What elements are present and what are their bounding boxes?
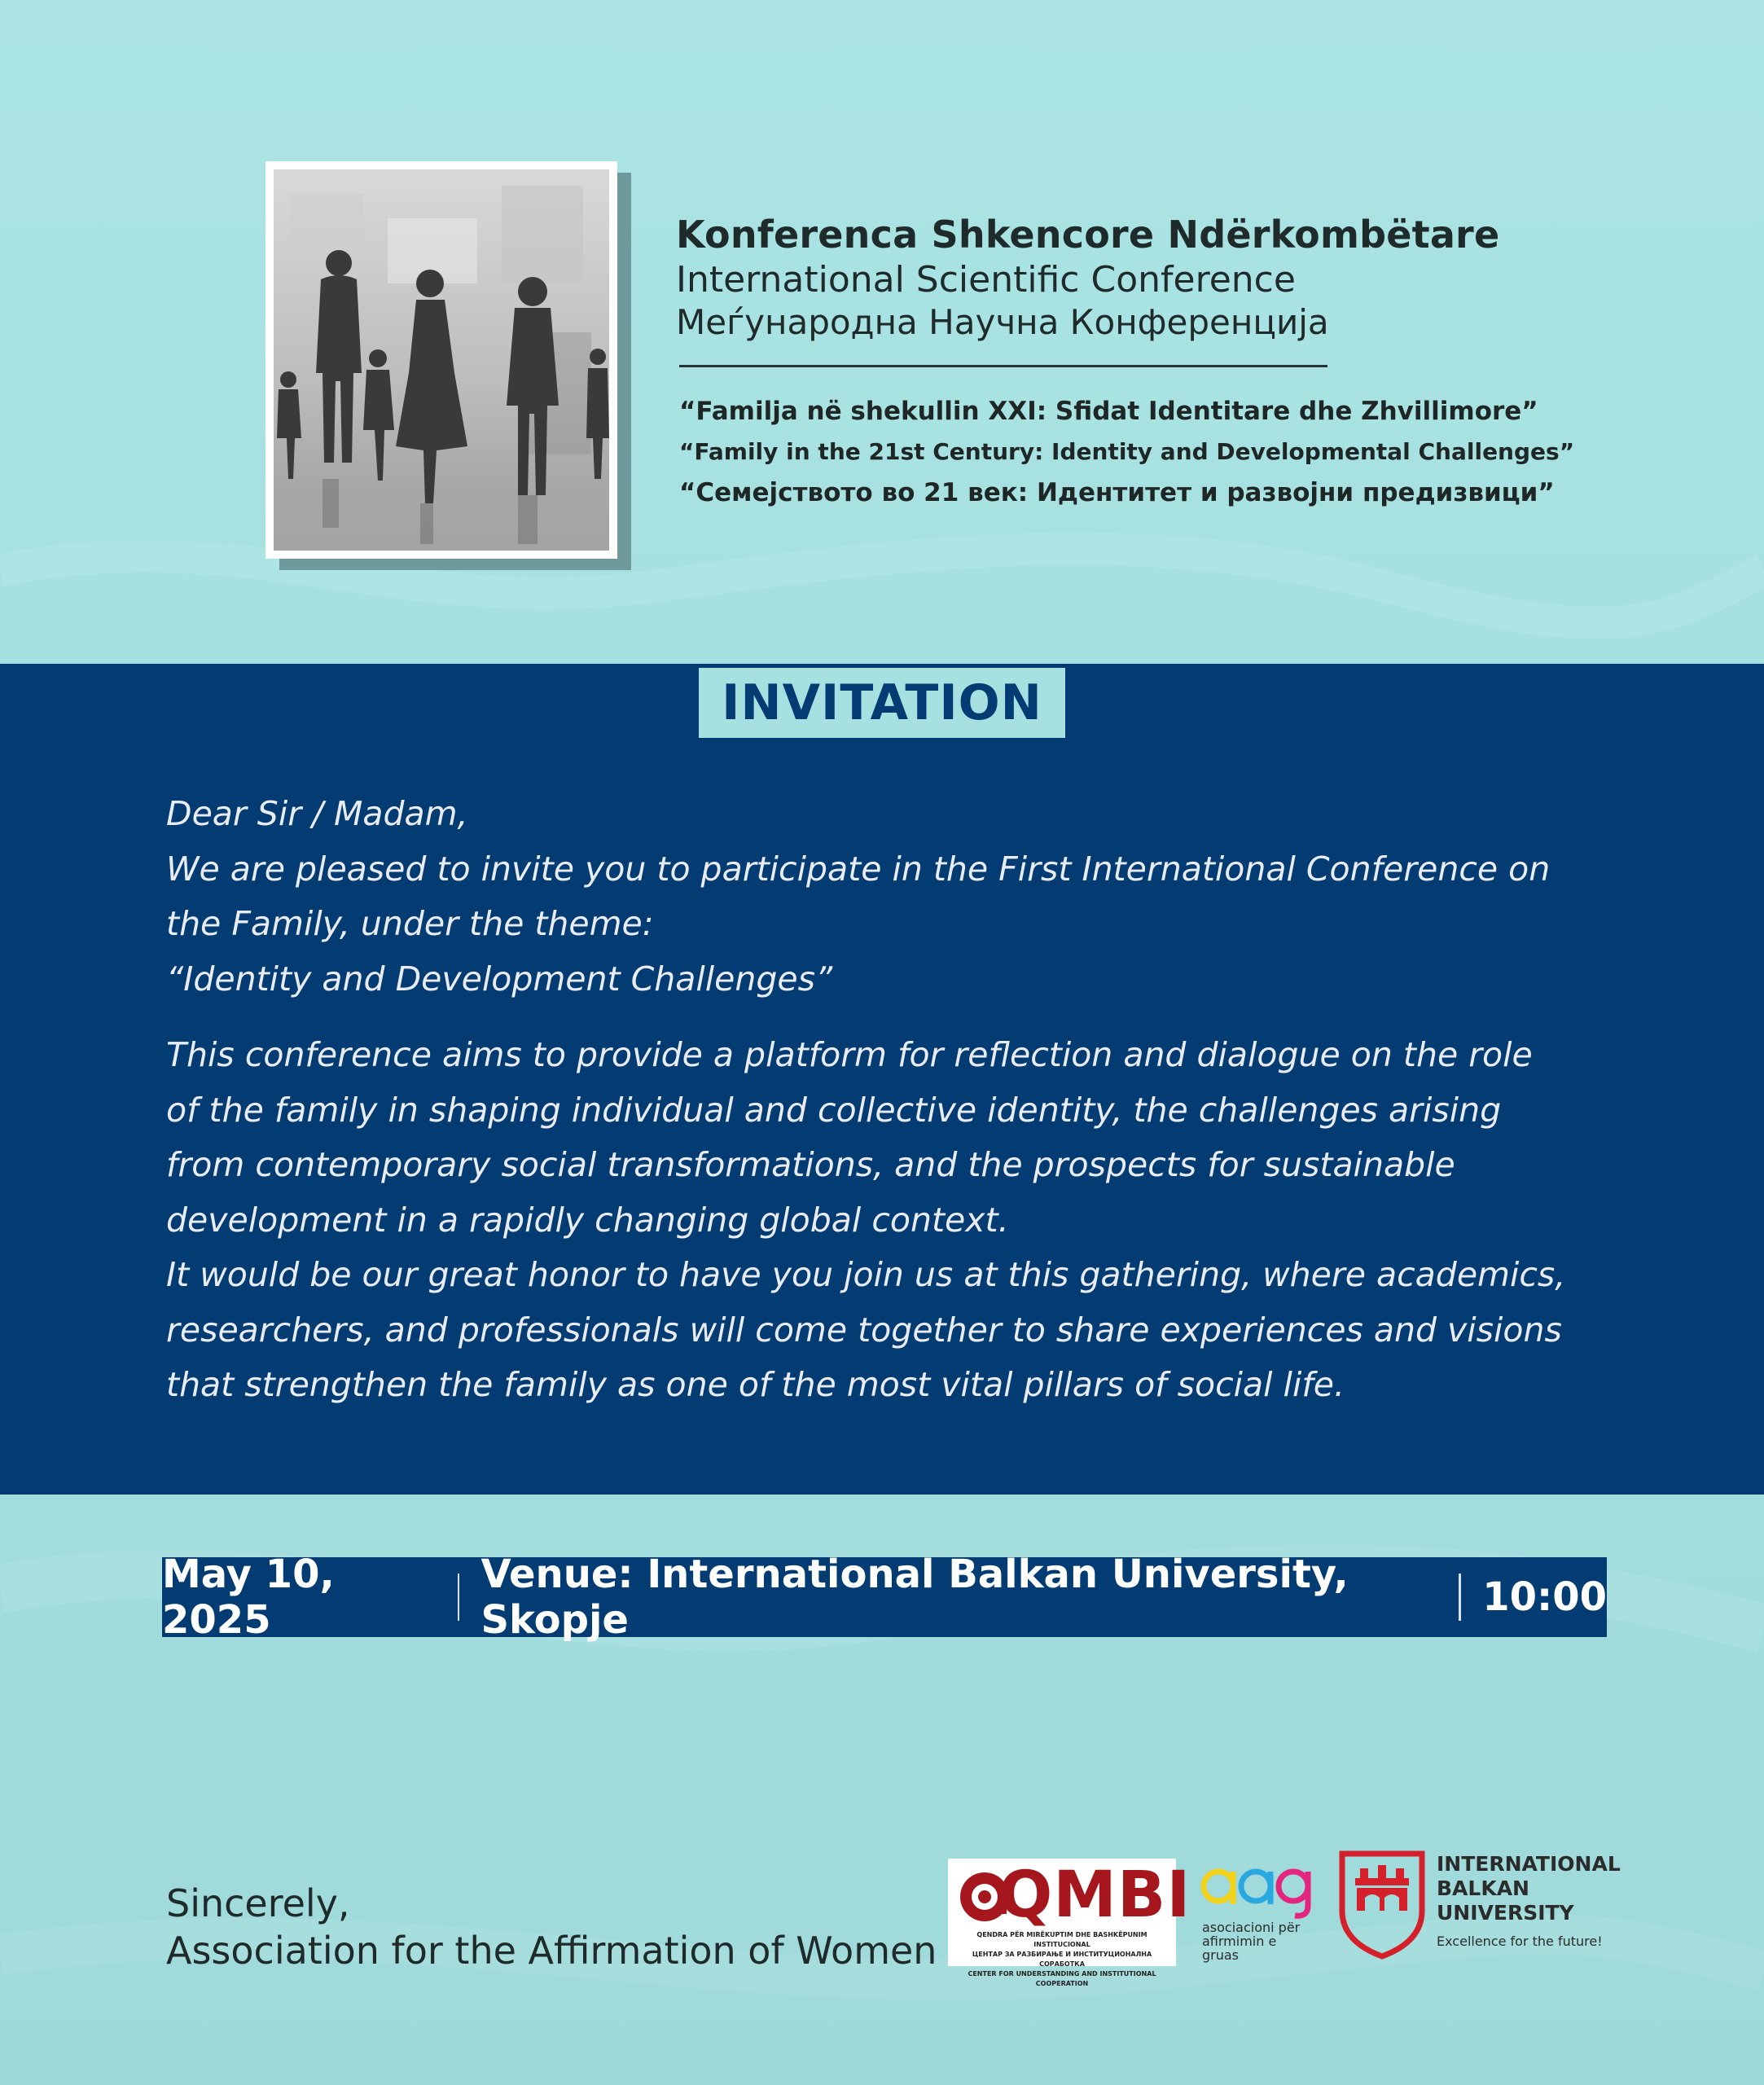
signatory: Association for the Affirmation of Women xyxy=(166,1929,937,1973)
aag-logo xyxy=(1194,1846,1324,1968)
body-line-3: from contemporary social transformations, and the prospects for sustainable xyxy=(166,1145,1455,1184)
conference-title-macedonian: Меѓународна Научна Конференција xyxy=(676,302,1329,342)
event-info-bar xyxy=(162,1552,1607,1643)
ombi-line-3: CENTER FOR UNDERSTANDING AND INSTITUTIONAL COOPERATION xyxy=(968,1970,1156,1987)
invitation-badge: INVITATION xyxy=(699,668,1065,738)
body-line-4: development in a rapidly changing global context. xyxy=(166,1200,1009,1240)
event-time: 10:00 xyxy=(1482,1574,1607,1620)
ombi-wordmark: QMBI xyxy=(998,1859,1191,1932)
intro-line-2: the Family, under the theme: xyxy=(166,904,654,943)
body-line-6: researchers, and professionals will come together to share experiences and visions xyxy=(166,1310,1562,1350)
body-line-5: It would be our great honor to have you join us at this gathering, where academics, xyxy=(166,1255,1566,1294)
conference-themes xyxy=(679,391,1608,513)
ibu-line-3: UNIVERSITY xyxy=(1437,1901,1574,1925)
info-separator xyxy=(1459,1574,1461,1621)
body-line-2: of the family in shaping individual and collective identity, the challenges arising xyxy=(166,1090,1502,1130)
aag-name xyxy=(1202,1920,1300,1962)
theme-macedonian: “Семејството во 21 век: Идентитет и развојни предизвици” xyxy=(679,478,1555,507)
ombi-line-2: ЦЕНТАР ЗА РАЗБИРАЊЕ И ИНСТИТУЦИОНАЛНА СОРАБОТКА xyxy=(972,1951,1152,1968)
theme-english: “Family in the 21st Century: Identity and Developmental Challenges” xyxy=(679,438,1575,465)
info-separator xyxy=(458,1574,460,1621)
header-divider xyxy=(679,365,1327,367)
ibu-line-2: BALKAN xyxy=(1437,1876,1529,1900)
paragraph-gap xyxy=(166,1007,1624,1028)
family-photo-frame xyxy=(265,161,617,559)
invitation-letter xyxy=(166,787,1624,1413)
ibu-shield-icon xyxy=(1336,1846,1428,1960)
theme-quote: “Identity and Development Challenges” xyxy=(166,959,833,999)
ibu-line-1: INTERNATIONAL xyxy=(1437,1852,1621,1876)
ombi-line-1: QENDRA PËR MIRËKUPTIM DHE BASHKËPUNIM INSTITUCIONAL xyxy=(976,1931,1147,1948)
event-date: May 10, 2025 xyxy=(162,1552,335,1643)
theme-albanian: “Familja në shekullin XXI: Sfidat Identitare dhe Zhvillimore” xyxy=(679,397,1538,426)
closing-signature xyxy=(166,1880,940,1974)
aag-line-3: gruas xyxy=(1202,1947,1240,1963)
aag-mark-icon xyxy=(1194,1846,1324,1919)
greeting: Dear Sir / Madam, xyxy=(166,794,468,833)
body-line-7: that strengthen the family as one of the most vital pillars of social life. xyxy=(166,1365,1345,1404)
closing-line: Sincerely, xyxy=(166,1881,350,1925)
conference-header xyxy=(676,210,1604,344)
ombi-subtitle xyxy=(953,1930,1171,1989)
aag-line-1: asociacioni për xyxy=(1202,1920,1301,1935)
ibu-name xyxy=(1437,1852,1621,1925)
conference-title-english: International Scientific Conference xyxy=(676,259,1296,301)
event-venue: Venue: International Balkan University, Skopje xyxy=(480,1552,1349,1643)
body-line-1: This conference aims to provide a platform for reflection and dialogue on the role xyxy=(166,1035,1533,1074)
ibu-tagline: Excellence for the future! xyxy=(1437,1934,1603,1949)
family-silhouette-photo xyxy=(274,169,609,551)
ibu-logo xyxy=(1336,1846,1621,1968)
aag-line-2: afirmimin e xyxy=(1202,1934,1277,1949)
intro-line-1: We are pleased to invite you to participate in the First International Conference on xyxy=(166,849,1551,889)
ombi-logo xyxy=(948,1859,1191,1987)
conference-title-albanian: Konferenca Shkencore Ndërkombëtare xyxy=(676,213,1500,257)
